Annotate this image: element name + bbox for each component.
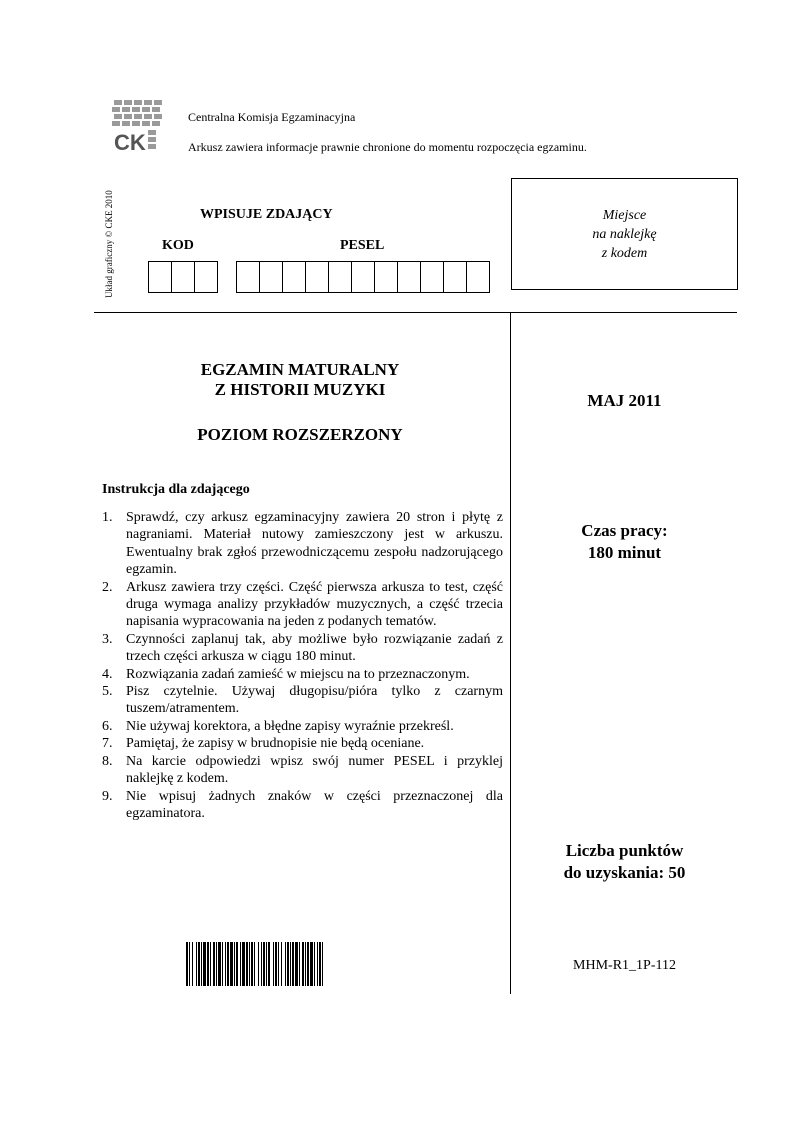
pesel-box[interactable] (375, 262, 398, 292)
pesel-input-boxes[interactable] (236, 261, 490, 293)
kod-box[interactable] (172, 262, 195, 292)
instruction-text: Czynności zaplanuj tak, aby możliwe było rozwiązanie zadań z trzech części arkusza w ciągu 180 minut. (126, 631, 503, 665)
instruction-number: 6. (102, 718, 113, 734)
instruction-item (102, 631, 503, 666)
instruction-number: 9. (102, 788, 113, 804)
copyright-notice: Arkusz zawiera informacje prawnie chronione do momentu rozpoczęcia egzaminu. (188, 140, 587, 154)
instruction-item (102, 788, 503, 823)
vertical-divider (510, 312, 511, 994)
instruction-text: Nie wpisuj żadnych znaków w części przeznaczonej dla egzaminatora. (126, 788, 503, 821)
pesel-box[interactable] (260, 262, 283, 292)
pesel-box[interactable] (237, 262, 260, 292)
pesel-box[interactable] (398, 262, 421, 292)
instruction-text: Na karcie odpowiedzi wpisz swój numer PESEL i przyklej naklejkę z kodem. (126, 753, 503, 787)
pesel-box[interactable] (306, 262, 329, 292)
kod-label: KOD (162, 238, 194, 253)
instruction-number: 3. (102, 631, 113, 647)
svg-text:CK: CK (114, 130, 146, 155)
horizontal-divider (94, 312, 737, 313)
instruction-number: 1. (102, 510, 113, 525)
sticker-area (511, 178, 738, 290)
time-value: 180 minut (587, 543, 662, 562)
time-label: Czas pracy: (581, 521, 668, 540)
instruction-item (102, 666, 503, 683)
pesel-label: PESEL (340, 238, 385, 253)
pesel-box[interactable] (352, 262, 375, 292)
kod-box[interactable] (195, 262, 217, 292)
instruction-number: 5. (102, 684, 113, 700)
instructions-heading: Instrukcja dla zdającego (102, 482, 250, 497)
instruction-number: 2. (102, 579, 113, 595)
barcode-image (186, 942, 418, 986)
instruction-text: Rozwiązania zadań zamieść w miejscu na to przeznaczonym. (126, 666, 470, 682)
sticker-line: z kodem (601, 246, 648, 261)
pesel-box[interactable] (467, 262, 489, 292)
instruction-item (102, 579, 503, 631)
pesel-box[interactable] (444, 262, 467, 292)
exam-title-line1: EGZAMIN MATURALNY (200, 360, 400, 379)
instruction-number: 8. (102, 753, 113, 769)
instruction-item (102, 718, 503, 735)
sticker-line: na naklejkę (592, 227, 657, 242)
points-value: do uzyskania: 50 (563, 863, 686, 882)
instruction-text: Pamiętaj, że zapisy w brudnopisie nie będą oceniane. (126, 736, 425, 752)
points-label: Liczba punktów (565, 841, 684, 860)
organization-name: Centralna Komisja Egzaminacyjna (188, 110, 356, 124)
cke-logo (108, 98, 166, 156)
sheet-code: MHM-R1_1P-112 (573, 958, 676, 973)
exam-title-line2: Z HISTORII MUZYKI (214, 380, 386, 399)
instruction-item (102, 735, 503, 752)
instruction-text: Pisz czytelnie. Używaj długopisu/pióra tylko z czarnym tuszem/atramentem. (126, 684, 503, 717)
pesel-box[interactable] (329, 262, 352, 292)
exam-level: POZIOM ROZSZERZONY (197, 425, 403, 444)
instruction-number: 4. (102, 666, 113, 682)
instruction-text: Arkusz zawiera trzy części. Część pierwsza arkusza to test, część druga wymaga analizy przykładów muzycznych, a część trzecia napisania wypracowania na jeden z podanych tematów. (126, 579, 503, 630)
sticker-line: Miejsce (602, 208, 647, 223)
exam-date: MAJ 2011 (587, 391, 662, 410)
graphic-credit: Układ graficzny © CKE 2010 (104, 190, 114, 298)
instructions-list (102, 509, 503, 822)
kod-box[interactable] (149, 262, 172, 292)
instruction-item (102, 683, 503, 718)
instruction-text: Nie używaj korektora, a błędne zapisy wyraźnie przekreśl. (126, 718, 454, 734)
candidate-fills-label: WPISUJE ZDAJĄCY (200, 207, 333, 222)
pesel-box[interactable] (283, 262, 306, 292)
instruction-text: Sprawdź, czy arkusz egzaminacyjny zawiera 20 stron i płytę z nagraniami. Materiał nutowy zamieszczony jest w arkuszu. Ewentualny brak zgłoś przewodniczącemu zespołu nadzorującego egzamin. (126, 510, 503, 578)
instruction-item (102, 753, 503, 788)
kod-input-boxes[interactable] (148, 261, 218, 293)
instruction-number: 7. (102, 736, 113, 752)
pesel-box[interactable] (421, 262, 444, 292)
instruction-item (102, 509, 503, 579)
